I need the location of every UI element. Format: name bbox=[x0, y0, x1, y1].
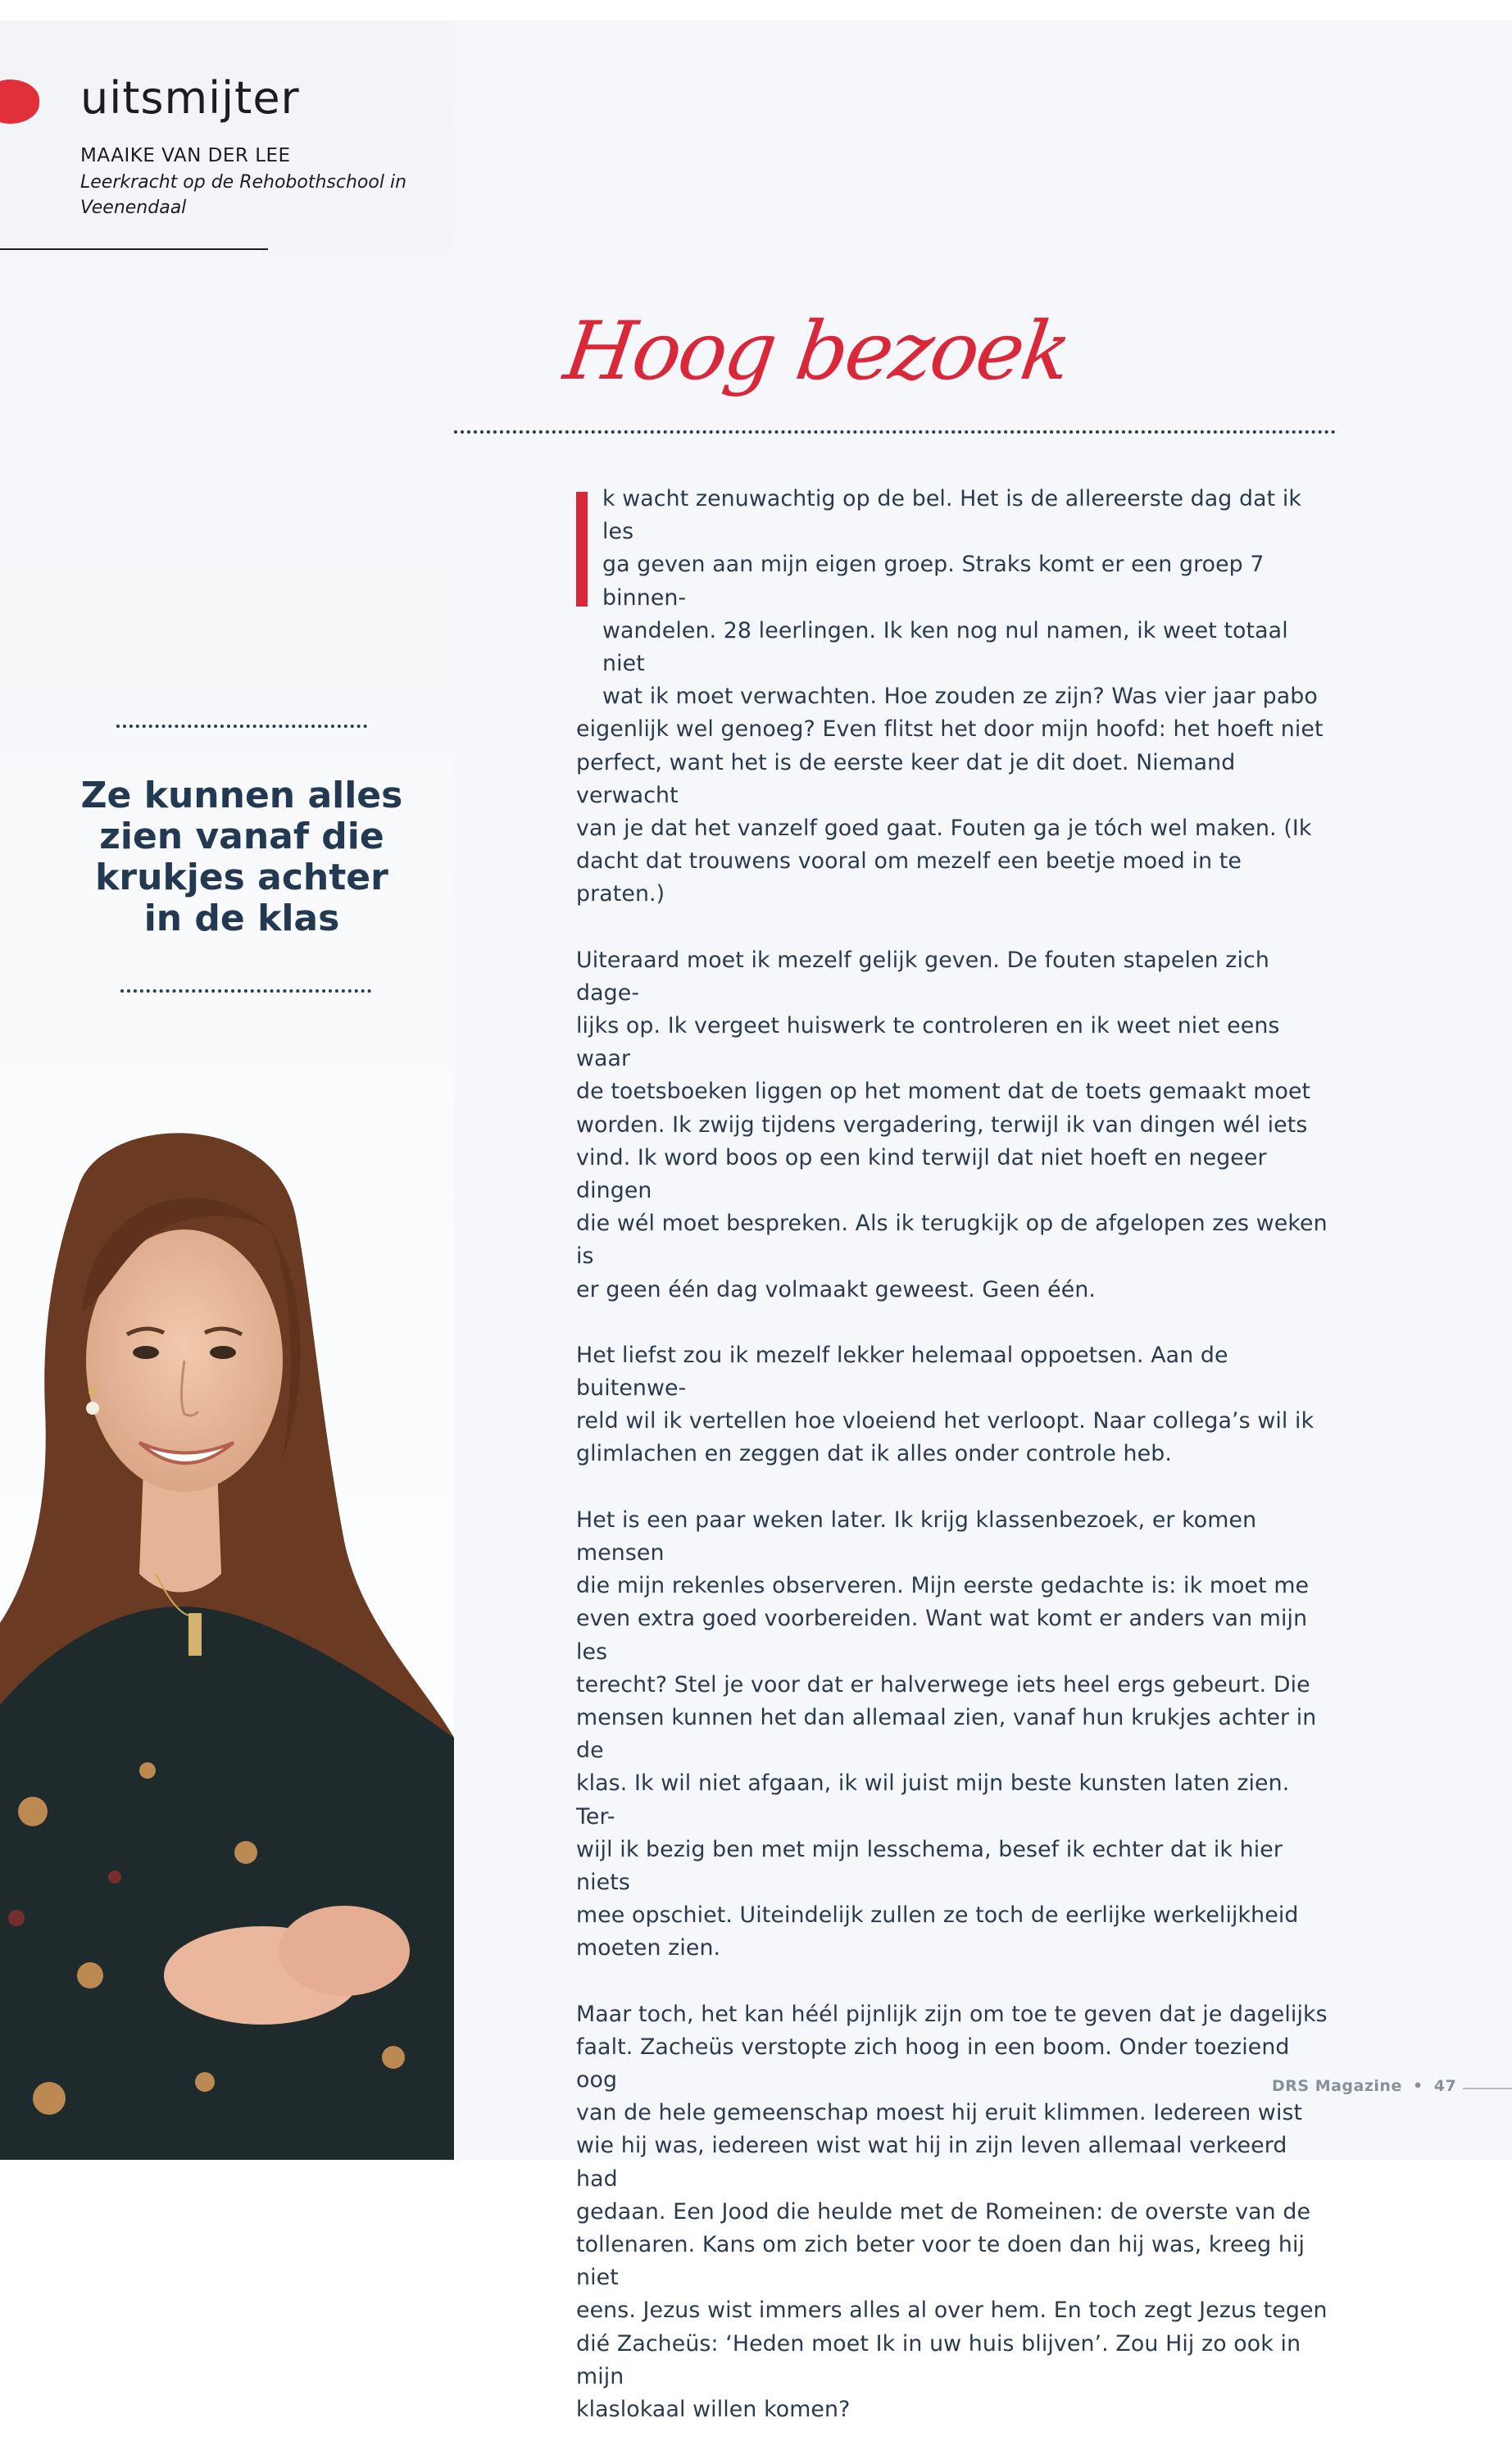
pull-quote: Ze kunnen alles zien vanaf die krukjes achter in de klas bbox=[80, 775, 403, 939]
magazine-name: DRS Magazine bbox=[1272, 2077, 1402, 2095]
section-title: uitsmijter bbox=[80, 72, 300, 124]
paragraph-1-text bbox=[576, 483, 1330, 911]
page-number: 47 bbox=[1433, 2077, 1457, 2095]
pull-quote-divider-top bbox=[116, 725, 367, 728]
paragraph-3: Het liefst zou ik mezelf lekker helemaal oppoetsen. Aan de buitenwe- reld wil ik vertellen hoe vloeiend het verloopt. Naar collega’s wil ik glimlachen en zeggen dat ik alles onder controle heb. bbox=[576, 1342, 1314, 1467]
page-footer bbox=[1272, 2077, 1456, 2095]
article-body bbox=[576, 483, 1330, 2459]
author-role: Leerkracht op de Rehobothschool in Veenendaal bbox=[80, 172, 407, 218]
paragraph-1 bbox=[576, 483, 1330, 911]
paragraph-4: Het is een paar weken later. Ik krijg klassenbezoek, er komen mensen die mijn rekenles observeren. Mijn eerste gedachte is: ik moet me even extra goed voorbereiden. Want wat komt er anders van mijn les terecht? Stel je voor dat er halverwege iets heel ergs gebeurt. Die mensen kunnen het dan allemaal zien, vanaf hun krukjes achter in de klas. Ik wil niet afgaan, ik wil juist mijn beste kunsten laten zien. Ter- wijl ik bezig ben met mijn lesschema, besef ik echter dat ik hier niets mee opschiet. Uiteindelijk zullen ze toch de eerlijke werkelijkheid moeten zien. bbox=[576, 1507, 1317, 1961]
paragraph-2: Uiteraard moet ik mezelf gelijk geven. De fouten stapelen zich dage- lijks op. Ik vergeet huiswerk te controleren en ik weet niet eens waar de toetsboeken liggen op het moment dat de toets gemaakt moet worden. Ik zwijg tijdens vergadering, terwijl ik van dingen wél iets vind. Ik word boos op een kind terwijl dat niet hoeft en negeer dingen die wél moet bespreken. Als ik terugkijk op de afgelopen zes weken is er geen één dag volmaakt geweest. Geen één. bbox=[576, 947, 1328, 1302]
article-headline: Hoog bezoek bbox=[558, 305, 1075, 398]
paragraph-1-rest: eigenlijk wel genoeg? Even flitst het door mijn hoofd: het hoeft niet perfect, want het is de eerste keer dat je dit doet. Niemand verwacht van je dat het vanzelf goed gaat. Fouten ga je tóch wel maken. (Ik dacht dat trouwens vooral om mezelf een beetje moed in te praten.) bbox=[576, 716, 1324, 907]
pull-quote-divider-bottom bbox=[120, 989, 371, 993]
paragraph-5: Maar toch, het kan héél pijnlijk zijn om toe te geven dat je dagelijks faalt. Zacheüs verstopte zich hoog in een boom. Onder toeziend oog van de hele gemeenschap moest hij eruit klimmen. Iedereen wist wie hij was, iedereen wist wat hij in zijn leven allemaal verkeerd had gedaan. Een Jood die heulde met de Romeinen: de overste van de tollenaren. Kans om zich beter voor te doen dan hij was, kreeg hij niet eens. Jezus wist immers alles al over hem. En toch zegt Jezus tegen dié Zacheüs: ‘Heden moet Ik in uw huis blijven’. Zou Hij zo ook in mijn klaslokaal willen komen? bbox=[576, 2001, 1328, 2422]
paragraph-1-indented: k wacht zenuwachtig op de bel. Het is de allereerste dag dat ik les ga geven aan mijn eigen groep. Straks komt er een groep 7 binnen- wandelen. 28 leerlingen. Ik ken nog nul namen, ik weet totaal niet wat ik moet verwachten. Hoe zouden ze zijn? Was vier jaar pabo bbox=[602, 486, 1318, 710]
footer-divider bbox=[1463, 2088, 1512, 2089]
author-divider bbox=[0, 248, 268, 250]
author-portrait bbox=[0, 1115, 454, 2160]
headline-divider bbox=[454, 430, 1336, 434]
footer-separator: • bbox=[1412, 2077, 1423, 2095]
author-name: MAAIKE VAN DER LEE bbox=[80, 145, 291, 166]
